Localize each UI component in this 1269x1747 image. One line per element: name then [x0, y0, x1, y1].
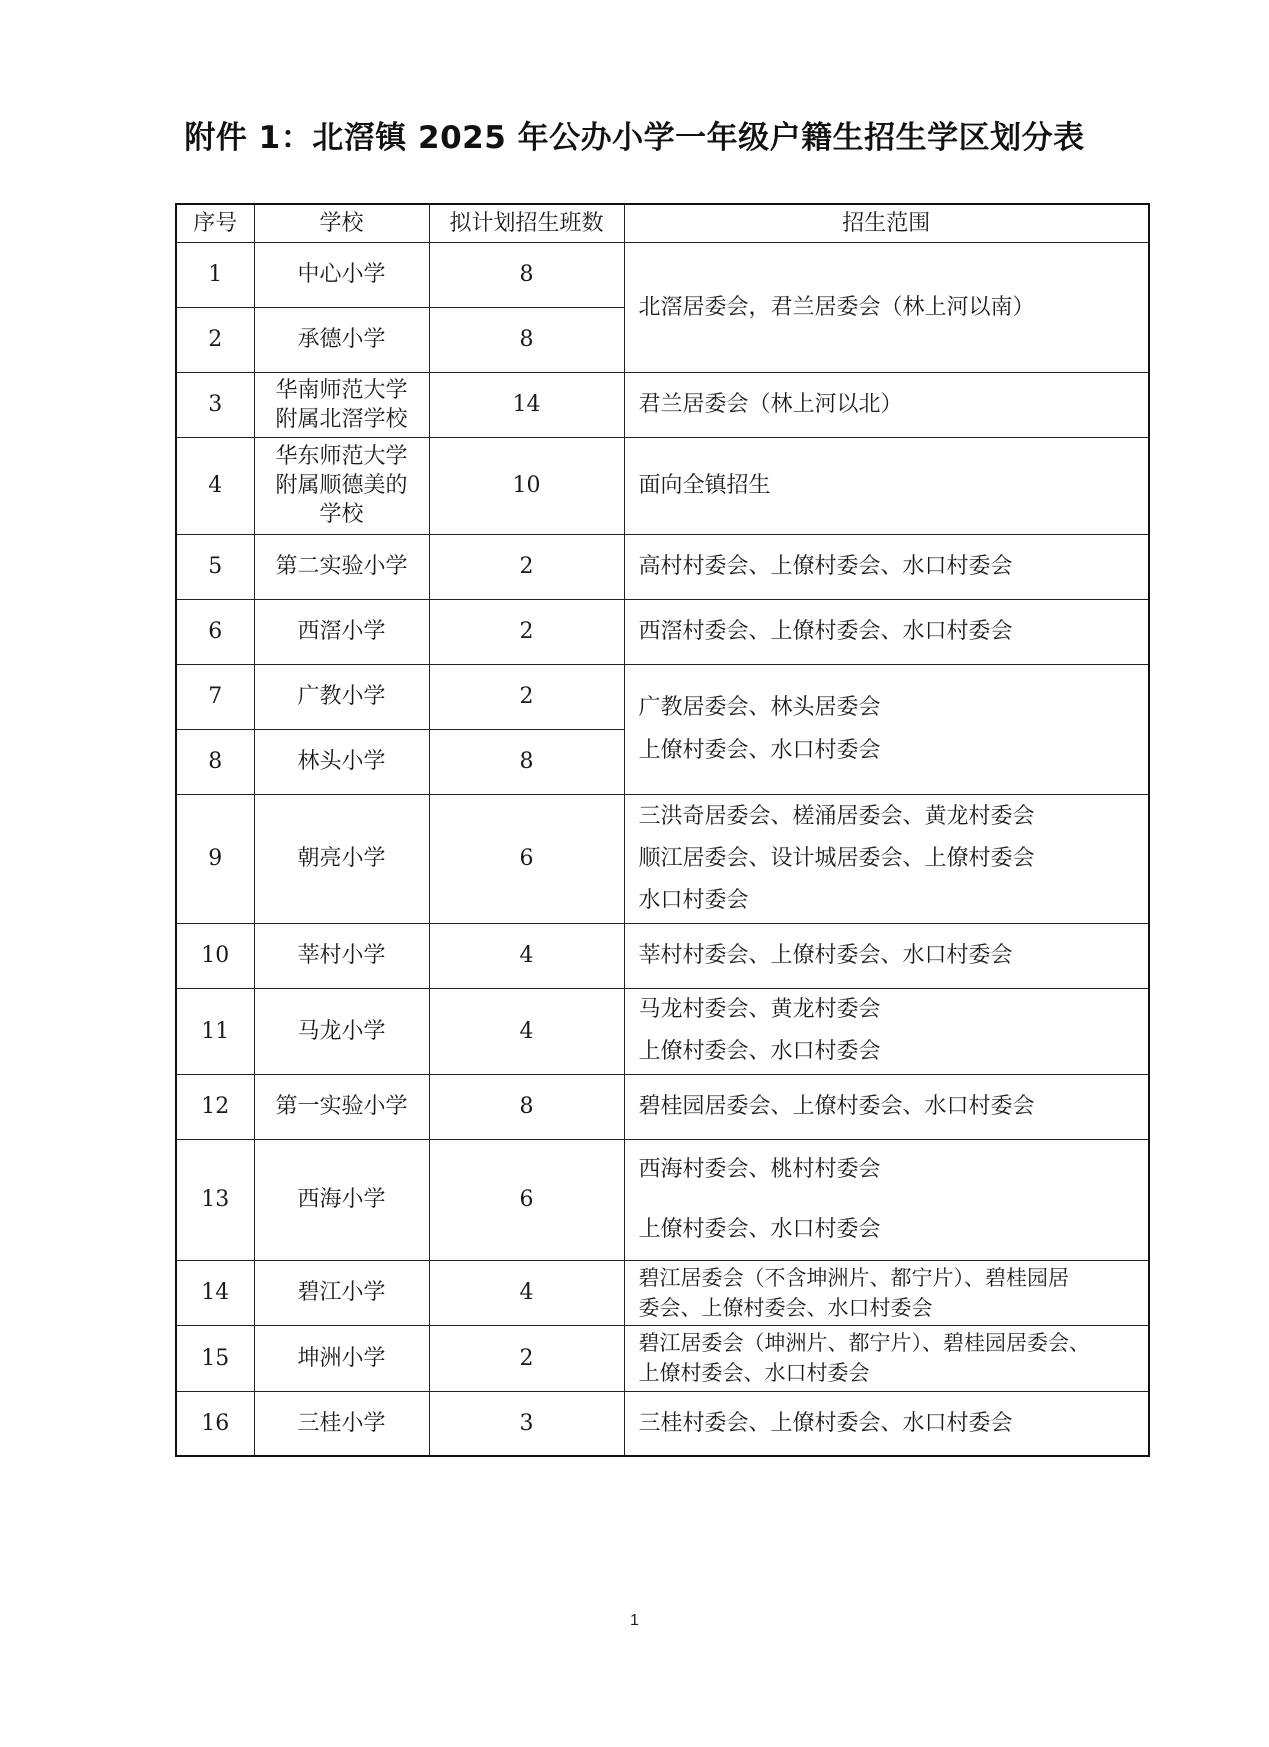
school-name-line: 华南师范大学	[275, 377, 408, 403]
page-number: 1	[630, 1612, 639, 1629]
school-name-line: 莘村小学	[297, 943, 386, 968]
school-name-line: 华东师范大学	[275, 444, 408, 469]
table-row	[176, 923, 1149, 988]
row-school	[254, 794, 429, 923]
row-classes: 6	[429, 1139, 624, 1260]
row-range	[624, 599, 1149, 664]
range-line: 委会、上僚村委会、水口村委会	[638, 1295, 933, 1320]
school-name-line: 西海小学	[297, 1187, 386, 1212]
school-name-line: 坤洲小学	[297, 1345, 386, 1371]
range-line: 西滘村委会、上僚村委会、水口村委会	[638, 619, 1013, 644]
row-school	[254, 923, 429, 988]
row-classes: 2	[429, 664, 624, 729]
row-no: 7	[176, 664, 254, 729]
range-line: 君兰居委会（林上河以北）	[638, 392, 903, 417]
row-classes: 8	[429, 307, 624, 372]
row-school	[254, 599, 429, 664]
header-classes: 拟计划招生班数	[429, 204, 624, 242]
range-line: 马龙村委会、黄龙村委会	[638, 997, 881, 1022]
row-school	[254, 307, 429, 372]
row-classes: 8	[429, 242, 624, 307]
row-classes: 4	[429, 1260, 624, 1325]
school-name-line: 承德小学	[297, 327, 386, 352]
range-line: 高村村委会、上僚村委会、水口村委会	[638, 554, 1013, 579]
table-row	[176, 534, 1149, 599]
row-range	[624, 794, 1149, 923]
table-row	[176, 1074, 1149, 1139]
range-line: 面向全镇招生	[638, 473, 771, 498]
table-row	[176, 1325, 1149, 1391]
row-no: 11	[176, 988, 254, 1074]
table-row	[176, 794, 1149, 923]
range-line: 碧江居委会（坤洲片、都宁片）、碧桂园居委会、	[638, 1331, 1090, 1355]
row-school	[254, 664, 429, 729]
school-district-table	[175, 203, 1150, 1457]
school-name-line: 三桂小学	[297, 1410, 386, 1436]
row-no: 14	[176, 1260, 254, 1325]
row-school	[254, 437, 429, 534]
range-line: 碧江居委会（不含坤洲片、都宁片）、碧桂园居	[638, 1265, 1069, 1290]
range-line: 上僚村委会、水口村委会	[638, 1361, 870, 1385]
row-school	[254, 1139, 429, 1260]
table-row	[176, 1139, 1149, 1260]
row-school	[254, 729, 429, 794]
school-name-line: 朝亮小学	[297, 846, 386, 871]
row-classes: 2	[429, 1325, 624, 1391]
school-name-line: 附属顺德美的	[275, 473, 408, 498]
header-no: 序号	[176, 204, 254, 242]
row-no: 15	[176, 1325, 254, 1391]
school-name-line: 碧江小学	[297, 1280, 386, 1305]
row-school	[254, 372, 429, 437]
row-classes: 10	[429, 437, 624, 534]
row-classes: 3	[429, 1391, 624, 1456]
row-range	[624, 1391, 1149, 1456]
row-range	[624, 1260, 1149, 1325]
row-no: 12	[176, 1074, 254, 1139]
school-name-line: 西滘小学	[297, 619, 386, 644]
school-name-line: 附属北滘学校	[275, 406, 408, 432]
row-no: 13	[176, 1139, 254, 1260]
school-name-line: 中心小学	[297, 262, 386, 287]
row-range	[624, 1325, 1149, 1391]
row-classes: 8	[429, 729, 624, 794]
range-line: 顺江居委会、设计城居委会、上僚村委会	[638, 845, 1035, 871]
school-name-line: 学校	[319, 502, 364, 527]
row-range	[624, 923, 1149, 988]
table-row	[176, 599, 1149, 664]
row-no: 9	[176, 794, 254, 923]
range-line: 北滘居委会，君兰居委会（林上河以南）	[638, 294, 1035, 320]
row-no: 5	[176, 534, 254, 599]
row-school	[254, 1260, 429, 1325]
table-row	[176, 1260, 1149, 1325]
school-name-line: 第二实验小学	[275, 554, 408, 579]
table-row	[176, 242, 1149, 307]
row-classes: 2	[429, 599, 624, 664]
range-line: 三桂村委会、上僚村委会、水口村委会	[638, 1410, 1013, 1436]
row-classes: 6	[429, 794, 624, 923]
table-header-row	[176, 204, 1149, 242]
row-no: 3	[176, 372, 254, 437]
table-row	[176, 437, 1149, 534]
school-name-line: 广教小学	[297, 684, 386, 709]
row-no: 2	[176, 307, 254, 372]
school-name-line: 第一实验小学	[275, 1094, 408, 1119]
school-name-line: 林头小学	[297, 749, 386, 774]
row-range	[624, 242, 1149, 372]
header-school: 学校	[254, 204, 429, 242]
row-school	[254, 1391, 429, 1456]
table-row	[176, 1391, 1149, 1456]
row-school	[254, 1325, 429, 1391]
range-line: 上僚村委会、水口村委会	[638, 1039, 881, 1064]
row-school	[254, 1074, 429, 1139]
row-no: 10	[176, 923, 254, 988]
range-line: 上僚村委会、水口村委会	[638, 1216, 881, 1242]
row-range	[624, 372, 1149, 437]
row-school	[254, 988, 429, 1074]
row-school	[254, 242, 429, 307]
range-line: 上僚村委会、水口村委会	[638, 738, 881, 763]
range-line: 碧桂园居委会、上僚村委会、水口村委会	[638, 1094, 1035, 1119]
row-school	[254, 534, 429, 599]
row-no: 6	[176, 599, 254, 664]
row-classes: 4	[429, 923, 624, 988]
row-no: 4	[176, 437, 254, 534]
row-range	[624, 437, 1149, 534]
row-range	[624, 988, 1149, 1074]
table-row	[176, 988, 1149, 1074]
range-line: 广教居委会、林头居委会	[638, 695, 881, 720]
range-line: 莘村村委会、上僚村委会、水口村委会	[638, 943, 1013, 968]
range-line: 西海村委会、桃村村委会	[638, 1156, 881, 1182]
range-line: 三洪奇居委会、槎涌居委会、黄龙村委会	[638, 803, 1035, 829]
row-no: 8	[176, 729, 254, 794]
row-range	[624, 1139, 1149, 1260]
header-range: 招生范围	[624, 204, 1149, 242]
row-classes: 4	[429, 988, 624, 1074]
row-classes: 8	[429, 1074, 624, 1139]
row-range	[624, 664, 1149, 794]
row-classes: 2	[429, 534, 624, 599]
row-classes: 14	[429, 372, 624, 437]
table-row	[176, 664, 1149, 729]
document-title: 附件 1：北滘镇 2025 年公办小学一年级户籍生招生学区划分表	[184, 120, 1085, 156]
row-range	[624, 534, 1149, 599]
row-range	[624, 1074, 1149, 1139]
row-no: 1	[176, 242, 254, 307]
range-line: 水口村委会	[638, 887, 749, 913]
school-name-line: 马龙小学	[297, 1018, 386, 1044]
row-no: 16	[176, 1391, 254, 1456]
table-row	[176, 372, 1149, 437]
